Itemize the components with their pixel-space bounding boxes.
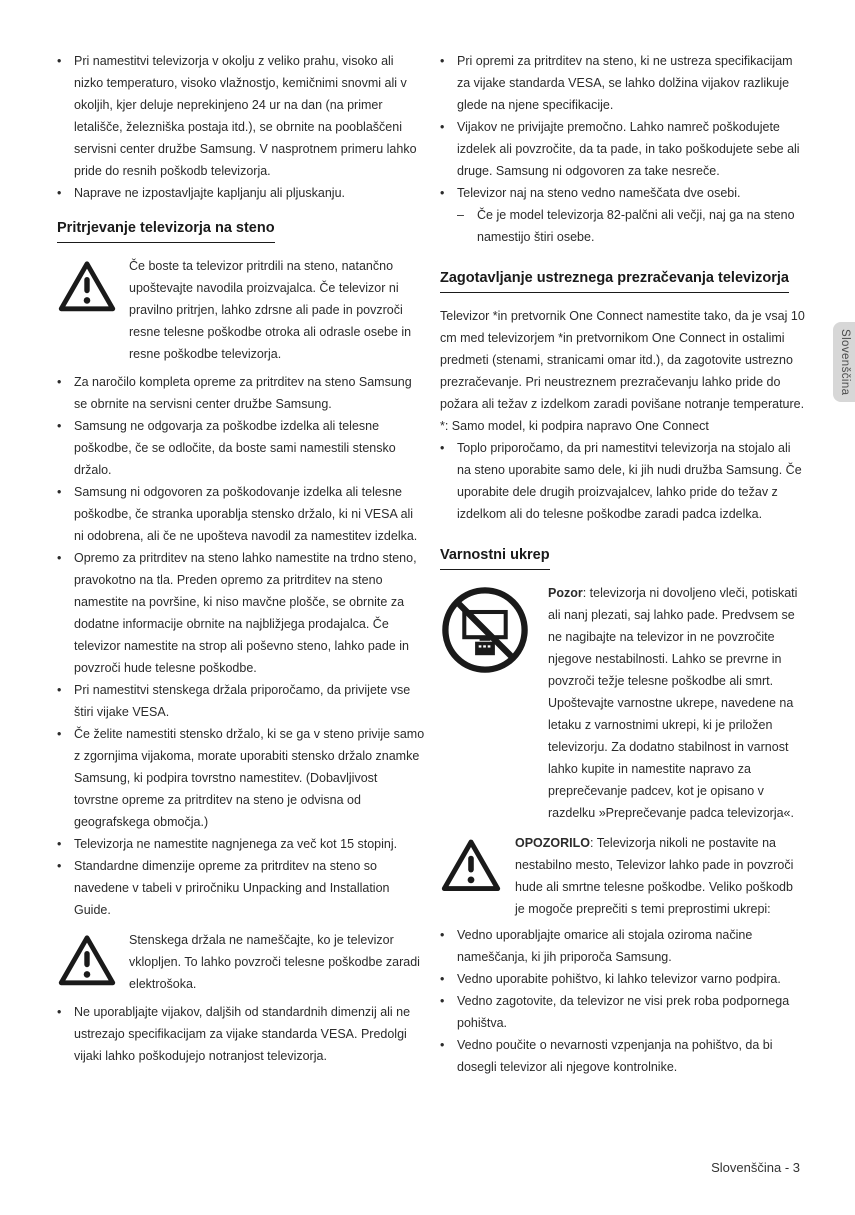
bullet-item <box>440 968 805 990</box>
bullet-marker: • <box>440 441 445 455</box>
bullet-item <box>57 833 425 855</box>
bullet-item <box>440 924 805 968</box>
dash-marker: – <box>457 208 464 222</box>
bullet-marker: • <box>440 54 445 68</box>
bullet-marker: • <box>440 186 445 200</box>
page-footer: Slovenščina - 3 <box>711 1160 800 1175</box>
language-tab-label: Slovenščina <box>838 328 851 396</box>
bullet-marker: • <box>57 837 62 851</box>
bullet-text: Vedno uporabljajte omarice ali stojala oziroma načine nameščanja, ki jih priporoča Samsung. <box>457 928 753 964</box>
bullet-text: Vedno uporabite pohištvo, ki lahko televizor varno podpira. <box>457 972 781 986</box>
bullet-item <box>57 1001 425 1067</box>
warning-text: Če boste ta televizor pritrdili na steno, natančno upoštevajte navodila proizvajalca. Če televizor ni pravilno pritrjen, lahko zdrsne ali pade in povzroči resne telesne poškodbe otroka ali odrasle osebe in resne poškodbe televizorja. <box>129 259 412 361</box>
bullet-text: Ne uporabljajte vijakov, daljših od standardnih dimenzij ali ne ustrezajo specifikacijam za vijake standarda VESA. Predolgi vijaki lahko poškodujejo notranjost televizorja. <box>74 1005 411 1063</box>
warning-text: Stenskega držala ne nameščajte, ko je televizor vklopljen. To lahko povzroči telesne poškodbe zaradi elektrošoka. <box>129 933 420 991</box>
bullet-item <box>440 50 805 116</box>
bullet-marker: • <box>440 928 445 942</box>
bullet-text: Pri namestitvi stenskega držala priporočamo, da privijete vse štiri vijake VESA. <box>74 683 411 719</box>
bullet-marker: • <box>57 1005 62 1019</box>
bullet-item <box>440 990 805 1034</box>
bullet-marker: • <box>57 683 62 697</box>
caution-text: Pozor: televizorja ni dovoljeno vleči, potiskati ali nanj plezati, saj lahko pade. Predvsem se ne nagibajte na televizor in ne povzročite njegove nestabilnosti. Lahko se prevrne in povzroči težje telesne poškodbe ali smrt. Upoštevajte varnostne ukrepe, navedene na letaku z varnostnimi ukrepi, ki je priložen televizorju. Za dodatno stabilnost in varnost lahko kupite in namestite napravo za preprečevanje padcev, kot je opisano v razdelku »Preprečevanje padca televizorja«. <box>548 586 798 820</box>
warning-block-stability <box>440 832 805 920</box>
language-tab <box>833 322 855 402</box>
bullet-item <box>57 481 425 547</box>
bullet-item <box>57 50 425 182</box>
section-heading-ventilation: Zagotavljanje ustreznega prezračevanja televizorja <box>440 268 805 293</box>
bullet-item <box>440 1034 805 1078</box>
warning-triangle-icon <box>57 255 129 365</box>
bullet-item <box>440 437 805 525</box>
bullet-item <box>440 116 805 182</box>
warning-triangle-icon <box>57 929 129 995</box>
bullet-item <box>57 723 425 833</box>
bullet-marker: • <box>440 120 445 134</box>
bullet-item <box>440 182 805 204</box>
bullet-text: Opremo za pritrditev na steno lahko namestite na trdno steno, pravokotno na tla. Preden opremo za pritrditev na steno namestite na površine, ki niso mavčne plošče, se obrnite za dodatne informacije obrnite na najbližjega prodajalca. Če televizor namestite na strop ali poševno steno, lahko pade in povzroči hude telesne poškodbe. <box>74 551 417 675</box>
warning-label: OPOZORILO <box>515 836 590 850</box>
bullet-text: Televizor naj na steno vedno nameščata dve osebi. <box>457 186 741 200</box>
section-heading-wall-mount: Pritrjevanje televizorja na steno <box>57 218 425 243</box>
bullet-text: Standardne dimenzije opreme za pritrditev na steno so navedene v tabeli v priročniku Unpacking and Installation Guide. <box>74 859 390 917</box>
bullet-item <box>57 547 425 679</box>
bullet-item <box>57 855 425 921</box>
bullet-item <box>57 679 425 723</box>
bullet-text: Vedno zagotovite, da televizor ne visi prek roba podpornega pohištva. <box>457 994 790 1030</box>
bullet-item <box>57 415 425 481</box>
bullet-marker: • <box>440 994 445 1008</box>
bullet-item <box>57 182 425 204</box>
warning-block-mount <box>57 255 425 365</box>
bullet-marker: • <box>57 54 62 68</box>
bullet-text: Toplo priporočamo, da pri namestitvi televizorja na stojalo ali na steno uporabite samo dele, ki jih nudi družba Samsung. Če uporabite dele drugih proizvajalcev, lahko pride do težav z izdelkom ali do telesne poškodbe zaradi padca izdelka. <box>457 441 802 521</box>
ventilation-paragraph: Televizor *in pretvornik One Connect namestite tako, da je vsaj 10 cm med televizorjem *in pretvornikom One Connect in ostalimi predmeti (stenami, stranicami omar itd.), da zagotovite ustrezno prezračevanje. Pri neustreznem prezračevanju lahko pride do požara ali težav z izdelkom zaradi povišane notranje temperature. <box>440 309 805 411</box>
bullet-marker: • <box>57 727 62 741</box>
bullet-text: Naprave ne izpostavljajte kapljanju ali pljuskanju. <box>74 186 345 200</box>
bullet-marker: • <box>57 186 62 200</box>
bullet-item <box>57 371 425 415</box>
no-pull-climb-prohibition-icon <box>440 582 548 824</box>
caution-block <box>440 582 805 824</box>
sub-bullet-item <box>440 204 805 248</box>
bullet-marker: • <box>57 551 62 565</box>
bullet-marker: • <box>57 419 62 433</box>
warning-block-power <box>57 929 425 995</box>
bullet-marker: • <box>57 485 62 499</box>
warning-triangle-icon <box>440 832 515 920</box>
section-heading-safety: Varnostni ukrep <box>440 545 805 570</box>
sub-bullet-text: Če je model televizorja 82-palčni ali večji, naj ga na steno namestijo štiri osebe. <box>477 208 795 244</box>
ventilation-note: *: Samo model, ki podpira napravo One Connect <box>440 419 709 433</box>
bullet-text: Za naročilo kompleta opreme za pritrditev na steno Samsung se obrnite na servisni center družbe Samsung. <box>74 375 412 411</box>
bullet-text: Vijakov ne privijajte premočno. Lahko namreč poškodujete izdelek ali povzročite, da ta pade, in tako poškodujete sebe ali druge. Samsung ni odgovoren za take nesreče. <box>457 120 800 178</box>
bullet-text: Pri opremi za pritrditev na steno, ki ne ustreza specifikacijam za vijake standarda VESA, se lahko dolžina vijakov razlikuje glede na njene specifikacije. <box>457 54 793 112</box>
bullet-text: Če želite namestiti stensko držalo, ki se ga v steno privije samo z zgornjima vijakoma, morate uporabiti stensko držalo znamke Samsung, ki podpira tovrstno namestitev. (Dobavljivost tovrstne opreme za pritrditev na steno je odvisna od geografskega območja.) <box>74 727 425 829</box>
caution-label: Pozor <box>548 586 583 600</box>
bullet-text: Samsung ne odgovarja za poškodbe izdelka ali telesne poškodbe, če se odločite, da boste sami namestili stensko držalo. <box>74 419 396 477</box>
bullet-marker: • <box>57 375 62 389</box>
warning-text: OPOZORILO: Televizorja nikoli ne postavite na nestabilno mesto, Televizor lahko pade in povzroči hude ali smrtne telesne poškodbe. Veliko poškodb je mogoče preprečiti s temi preprostimi ukrepi: <box>515 836 794 916</box>
bullet-marker: • <box>57 859 62 873</box>
bullet-marker: • <box>440 972 445 986</box>
bullet-text: Televizorja ne namestite nagnjenega za več kot 15 stopinj. <box>74 837 398 851</box>
bullet-text: Vedno poučite o nevarnosti vzpenjanja na pohištvo, da bi dosegli televizor ali njegove kontrolnike. <box>457 1038 773 1074</box>
bullet-text: Pri namestitvi televizorja v okolju z veliko prahu, visoko ali nizko temperaturo, visoko vlažnostjo, kemičnimi snovmi ali v okoljih, kjer deluje neprekinjeno 24 ur na dan (na primer letališče, železniška postaja itd.), se obrnite na pooblaščeni servisni center družbe Samsung. V nasprotnem primeru lahko pride do resnih poškodb televizorja. <box>74 54 417 178</box>
bullet-marker: • <box>440 1038 445 1052</box>
right-column <box>440 50 805 1078</box>
left-column <box>57 50 425 1067</box>
bullet-text: Samsung ni odgovoren za poškodovanje izdelka ali telesne poškodbe, če stranka uporablja stensko držalo, ki ni VESA ali ni odobrena, ali če ne upošteva navodil za namestitev izdelka. <box>74 485 418 543</box>
